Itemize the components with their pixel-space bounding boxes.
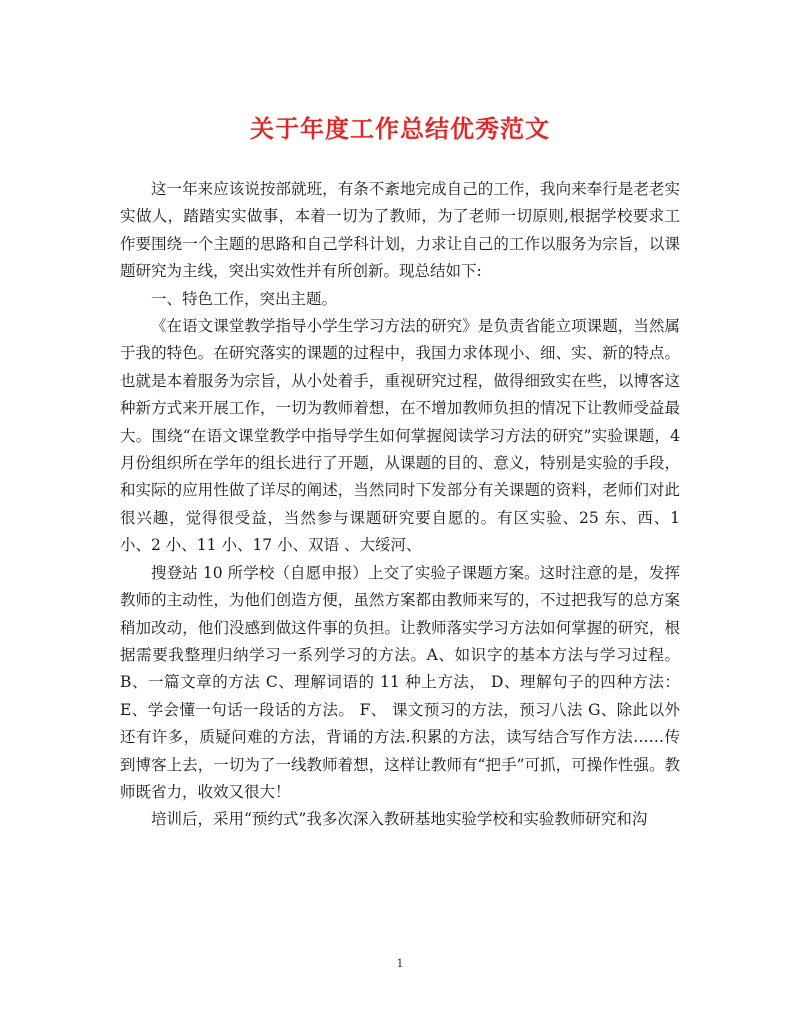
section-heading: 一、特色工作，突出主题。	[151, 289, 338, 308]
document-title: 关于年度工作总结优秀范文	[250, 114, 550, 143]
paragraph-intro: 这一年来应该说按部就班，有条不紊地完成自己的工作，我向来奉行是老老实实做人，踏踏实实做事，本着一切为了教师，为了老师一切原则,根据学校要求工作要围绕一个主题的思路和自己学科计划，力求让自己的工作以服务为宗旨，以课题研究为主线，突出实效性并有所创新。现总结如下:	[120, 180, 680, 281]
page-number: 1	[396, 957, 404, 970]
paragraph-training: 培训后，采用“预约式”我多次深入教研基地实验学校和实验教师研究和沟	[151, 810, 648, 829]
document-body	[120, 176, 680, 834]
paragraph-schools: 搜登站 10 所学校（自愿申报）上交了实验子课题方案。这时注意的是，发挥教师的主动性，为他们创造方便，虽然方案都由教师来写的，不过把我写的总方案稍加改动，他们没感到做这件事的负担。让教师落实学习方法如何掌握的研究，根据需要我整理归纳学习一系列学习的方法。A、如识字的基本方法与学习过程。B、一篇文章的方法 C、理解词语的 11 种上方法， D、理解句子的四种方法： E、学会懂一句话一段话的方法。 F、 课文预习的方法，预习八法 G、除此以外还有许多，质疑问难的方法，背诵的方法.积累的方法，读写结合写作方法……传到博客上去，一切为了一线教师着想，这样让教师有“把手”可抓，可操作性强。教师既省力，收效又很大！	[120, 563, 680, 801]
paragraph-research: 《在语文课堂教学指导小学生学习方法的研究》是负责省能立项课题，当然属于我的特色。在研究落实的课题的过程中，我国力求体现小、细、实、新的特点。也就是本着服务为宗旨，从小处着手，重视研究过程，做得细致实在些，以博客这种新方式来开展工作，一切为教师着想，在不增加教师负担的情况下让教师受益最大。围绕“在语文课堂教学中指导学生如何掌握阅读学习方法的研究”实验课题，4 月份组织所在学年的组长进行了开题，从课题的目的、意义，特别是实验的手段，和实际的应用性做了详尽的阐述，当然同时下发部分有关课题的资料，老师们对此很兴趣，觉得很受益，当然参与课题研究要自愿的。有区实验、25 东、西、1 小、2 小、11 小、17 小、双语 、大绥河、	[120, 317, 680, 555]
